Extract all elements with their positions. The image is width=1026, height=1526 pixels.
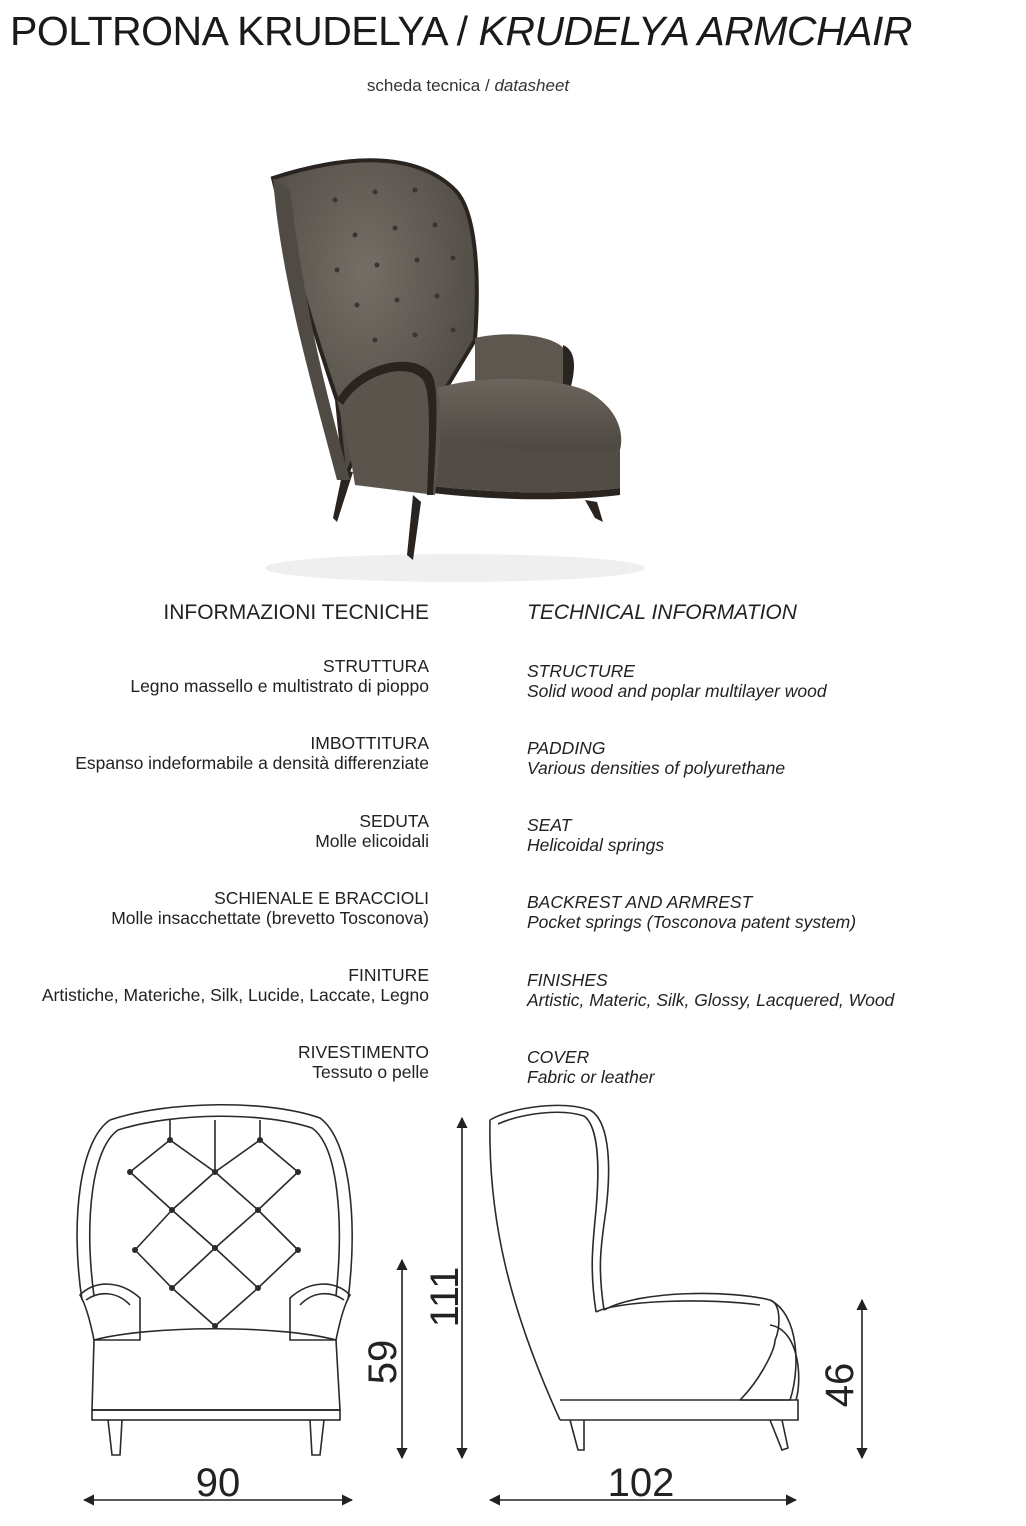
spec-value: Legno massello e multistrato di pioppo xyxy=(130,676,429,696)
spec-english-cover xyxy=(527,1047,654,1087)
front-view-buttons xyxy=(127,1137,301,1329)
spec-label: RIVESTIMENTO xyxy=(298,1042,429,1062)
spec-label: SEDUTA xyxy=(359,811,429,831)
spec-label: STRUCTURE xyxy=(527,661,635,681)
subtitle-italian: scheda tecnica / xyxy=(366,76,490,95)
technical-heading-english: TECHNICAL INFORMATION xyxy=(527,601,797,624)
spec-value: Tessuto o pelle xyxy=(312,1062,429,1082)
spec-label: FINITURE xyxy=(348,965,429,985)
side-view-drawing xyxy=(490,1105,799,1450)
chair-leg-front-right xyxy=(585,500,603,522)
spec-value: Solid wood and poplar multilayer wood xyxy=(527,681,827,701)
dimension-drawings xyxy=(0,1100,1026,1526)
dimension-seat-height-front: 59 xyxy=(361,1339,405,1385)
spec-english-finishes xyxy=(527,970,894,1010)
spec-label: COVER xyxy=(527,1047,590,1067)
spec-italian-structure xyxy=(130,656,429,696)
spec-italian-padding xyxy=(75,733,429,773)
spec-italian-seat xyxy=(315,811,429,851)
dimension-total-height: 111 xyxy=(423,1266,467,1328)
chair-leg-front-left xyxy=(407,495,421,560)
spec-italian-backrest xyxy=(111,888,429,928)
spec-label: BACKREST AND ARMREST xyxy=(527,892,753,912)
page-title xyxy=(10,6,912,56)
subtitle-english: datasheet xyxy=(494,76,570,95)
floor-shadow xyxy=(265,554,645,582)
spec-label: PADDING xyxy=(527,738,606,758)
spec-label: IMBOTTITURA xyxy=(310,733,429,753)
spec-value: Helicoidal springs xyxy=(527,835,665,855)
dimension-seat-height-side: 46 xyxy=(818,1362,862,1408)
technical-heading-italian: INFORMAZIONI TECNICHE xyxy=(163,601,429,624)
front-view-drawing xyxy=(77,1105,352,1455)
spec-italian-cover xyxy=(298,1042,429,1082)
armchair-photo xyxy=(225,150,665,590)
spec-italian-finishes xyxy=(42,965,429,1005)
dimension-front-width: 90 xyxy=(195,1461,241,1505)
spec-value: Molle elicoidali xyxy=(315,831,429,851)
spec-value: Artistic, Materic, Silk, Glossy, Lacquered, Wood xyxy=(527,990,895,1010)
spec-english-structure xyxy=(527,661,827,701)
spec-label: FINISHES xyxy=(527,970,608,990)
spec-value: Various densities of polyurethane xyxy=(527,758,786,778)
page-subtitle xyxy=(0,76,936,96)
spec-english-seat xyxy=(527,815,664,855)
spec-value: Espanso indeformabile a densità differenziate xyxy=(75,753,429,773)
spec-english-padding xyxy=(527,738,785,778)
dimension-lines xyxy=(84,1118,862,1500)
spec-label: SEAT xyxy=(527,815,572,835)
spec-english-backrest xyxy=(527,892,856,932)
dimension-depth: 102 xyxy=(607,1461,675,1505)
spec-value: Pocket springs (Tosconova patent system) xyxy=(527,912,857,932)
spec-value: Molle insacchettate (brevetto Tosconova) xyxy=(111,908,429,928)
spec-label: STRUTTURA xyxy=(323,656,429,676)
title-italian: POLTRONA KRUDELYA / xyxy=(10,8,468,54)
spec-value: Artistiche, Materiche, Silk, Lucide, Laccate, Legno xyxy=(41,985,429,1005)
spec-value: Fabric or leather xyxy=(527,1067,655,1087)
spec-label: SCHIENALE E BRACCIOLI xyxy=(214,888,429,908)
title-english: KRUDELYA ARMCHAIR xyxy=(478,8,912,54)
